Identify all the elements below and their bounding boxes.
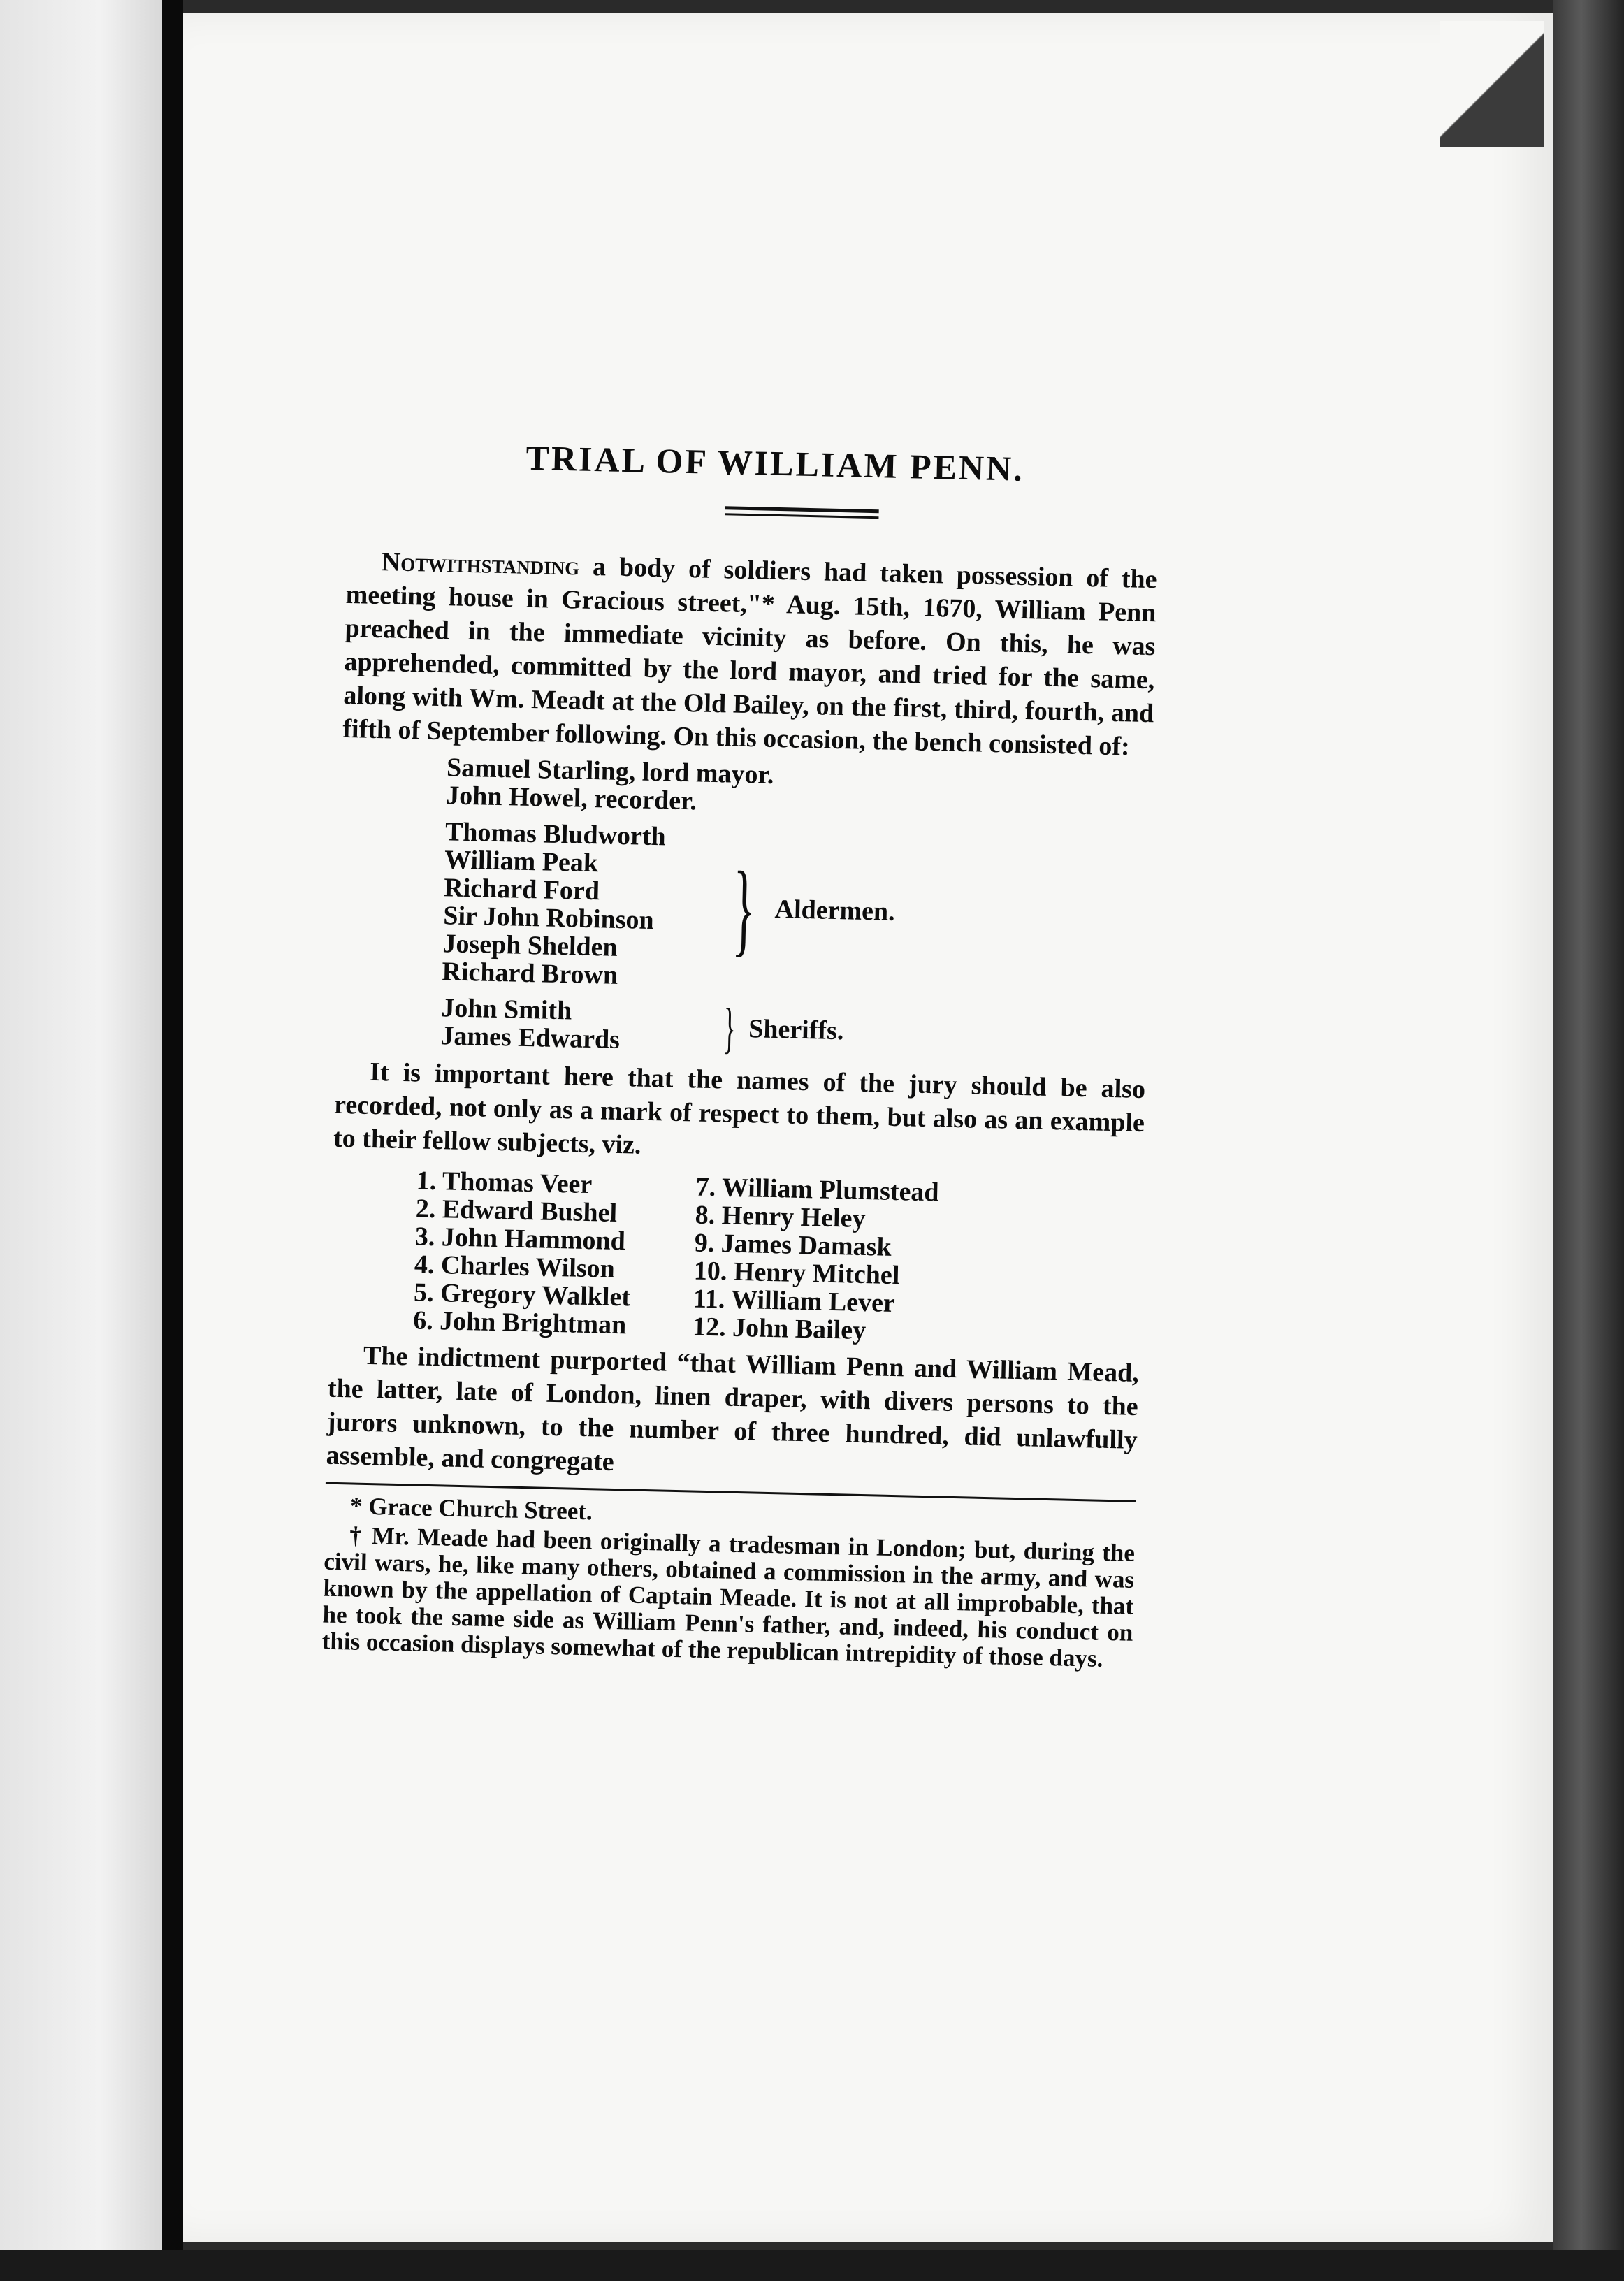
juror: 5. Gregory Walklet: [413, 1277, 631, 1312]
indictment-paragraph: The indictment purported “that William Penn and William Mead, the latter, late of London, linen draper, with divers persons to the jurors unknown, to the number of three hundred, did unlawfully assemble, and congregate: [326, 1340, 1140, 1477]
footnotes: [321, 1493, 1136, 1673]
bottom-edge: [0, 2250, 1624, 2281]
intro-lead: Notwithstanding: [381, 547, 580, 581]
sheriffs-group: [440, 994, 1147, 1066]
footnote: † Mr. Meade had been originally a tradesman in London; but, during the civil wars, he, like many others, obtained a commission in the army, and was known by the appellation of Captain Meade. It is not at all improbable, that he took the same side as William Penn's father, and, indeed, his conduct on this occasion displays somewhat of the republican intrepidity of those days.: [321, 1521, 1136, 1672]
alderman: Thomas Bludworth: [444, 817, 667, 852]
sheriff: James Edwards: [440, 1021, 621, 1055]
sheriff: John Smith: [440, 993, 572, 1026]
recorder: John Howel, recorder.: [445, 781, 697, 816]
brace: }: [731, 850, 757, 967]
intro-text: a body of soldiers had taken possession of the meeting house in Gracious street,"* Aug. 15th, 1670, William Penn preached in the immediate vicinity as before. On this, he was apprehended, committed by the lord mayor, and tried for the same, along with Wm. Meadt at the Old Bailey, on the first, third, fourth, and fifth of September following. On this occasion, the bench consisted of:: [342, 551, 1158, 762]
alderman: Sir John Robinson: [442, 901, 655, 936]
intro-paragraph: [342, 544, 1157, 764]
juror: 10. Henry Mitchel: [693, 1256, 900, 1291]
juror: 12. John Bailey: [692, 1312, 867, 1346]
jury-list: [413, 1166, 1143, 1351]
juror: 1. Thomas Veer: [416, 1166, 593, 1200]
brace: }: [723, 997, 737, 1059]
jury-intro: It is important here that the names of the jury should be also recorded, not only as a mark of respect to them, but also as an example to their fellow subjects, viz.: [333, 1057, 1146, 1160]
juror: 6. John Brightman: [412, 1305, 627, 1340]
left-page-edge: [0, 0, 166, 2250]
lord-mayor: Samuel Starling, lord mayor.: [446, 753, 774, 790]
footnote: * Grace Church Street.: [349, 1492, 593, 1526]
page-title: TRIAL OF WILLIAM PENN.: [525, 437, 1025, 488]
title-rule: [725, 506, 878, 519]
folded-corner: [1440, 21, 1544, 147]
aldermen-group: [442, 818, 1151, 1001]
juror: 8. Henry Heley: [695, 1200, 866, 1234]
sheriffs-label: Sheriffs.: [748, 1014, 844, 1046]
juror: 4. Charles Wilson: [414, 1250, 616, 1284]
alderman: Richard Brown: [442, 957, 618, 990]
alderman: Richard Ford: [443, 873, 600, 906]
right-page-edge: [1553, 0, 1624, 2281]
book-spine: [162, 0, 183, 2281]
aldermen-label: Aldermen.: [774, 894, 896, 927]
alderman: William Peak: [444, 845, 599, 878]
page-text: [321, 433, 1159, 1676]
juror: 9. James Damask: [694, 1228, 892, 1262]
juror: 7. William Plumstead: [695, 1172, 940, 1208]
alderman: Joseph Shelden: [442, 929, 618, 962]
juror: 3. John Hammond: [414, 1222, 626, 1257]
juror: 2. Edward Bushel: [415, 1194, 618, 1228]
bench-list: [440, 753, 1152, 1066]
juror: 11. William Lever: [693, 1284, 896, 1319]
